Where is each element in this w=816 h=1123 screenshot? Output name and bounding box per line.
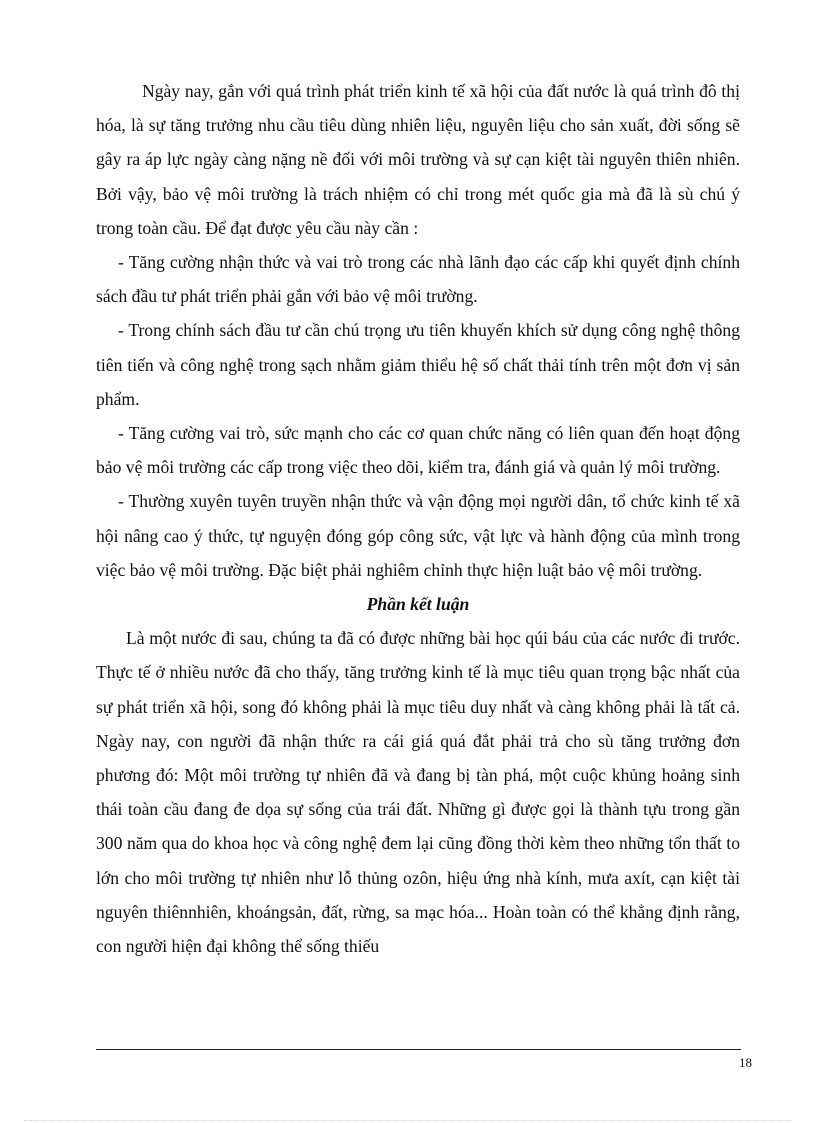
bullet-paragraph-agencies: - Tăng cường vai trò, sức mạnh cho các cơ quan chức năng có liên quan đến hoạt động bảo vệ môi trường các cấp trong việc theo dõi, kiểm tra, đánh giá và quản lý môi trường. <box>96 423 740 478</box>
footer-divider <box>96 1049 741 1050</box>
bullet-paragraph-awareness: - Tăng cường nhận thức và vai trò trong các nhà lãnh đạo các cấp khi quyết định chính sách đầu tư phát triển phải gắn với bảo vệ môi trường. <box>96 252 740 307</box>
page-edge-divider <box>24 1120 792 1121</box>
bullet-paragraph-propaganda: - Thường xuyên tuyên truyền nhận thức và vận động mọi người dân, tổ chức kinh tế xã hội nâng cao ý thức, tự nguyện đóng góp công sức, vật lực và hành động của mình trong việc bảo vệ môi trường. Đặc biệt phải nghiêm chỉnh thực hiện luật bảo vệ môi trường. <box>96 491 740 580</box>
intro-paragraph: Ngày nay, gắn với quá trình phát triển kinh tế xã hội của đất nước là quá trình đô thị hóa, là sự tăng trưởng nhu cầu tiêu dùng nhiên liệu, nguyên liệu cho sản xuất, đời sống sẽ gây ra áp lực ngày càng nặng nề đối với môi trường và sự cạn kiệt tài nguyên thiên nhiên. Bởi vậy, bảo vệ môi trường là trách nhiệm có chỉ trong mét quốc gia mà đã là sù chú ý trong toàn cầu. Để đạt được yêu cầu này cần : <box>96 81 740 238</box>
conclusion-paragraph: Là một nước đi sau, chúng ta đã có được những bài học qúi báu của các nước đi trước. Thực tế ở nhiều nước đã cho thấy, tăng trưởng kinh tế là mục tiêu quan trọng bậc nhất của sự phát triển xã hội, song đó không phải là mục tiêu duy nhất và càng không phải là tất cả. Ngày nay, con người đã nhận thức ra cái giá quá đắt phải trả cho sù tăng trưởng đơn phương đó: Một môi trường tự nhiên đã và đang bị tàn phá, một cuộc khủng hoảng sinh thái toàn cầu đang đe dọa sự sống của trái đất. Những gì được gọi là thành tựu trong gần 300 năm qua do khoa học và công nghệ đem lại cũng đồng thời kèm theo những tổn thất to lớn cho môi trường tự nhiên như lỗ thủng ozôn, hiệu ứng nhà kính, mưa axít, cạn kiệt tài nguyên thiênnhiên, khoángsản, đất, rừng, sa mạc hóa... Hoàn toàn có thể khẳng định rằng, con người hiện đại không thể sống thiếu <box>96 628 740 957</box>
section-title-conclusion: Phần kết luận <box>366 594 470 615</box>
page-body <box>96 74 740 963</box>
bullet-paragraph-technology: - Trong chính sách đầu tư cần chú trọng ưu tiên khuyến khích sử dụng công nghệ thông tiên tiến và công nghệ trong sạch nhằm giảm thiểu hệ số chất thải tính trên một đơn vị sản phẩm. <box>96 320 740 409</box>
page-number: 18 <box>739 1055 752 1070</box>
